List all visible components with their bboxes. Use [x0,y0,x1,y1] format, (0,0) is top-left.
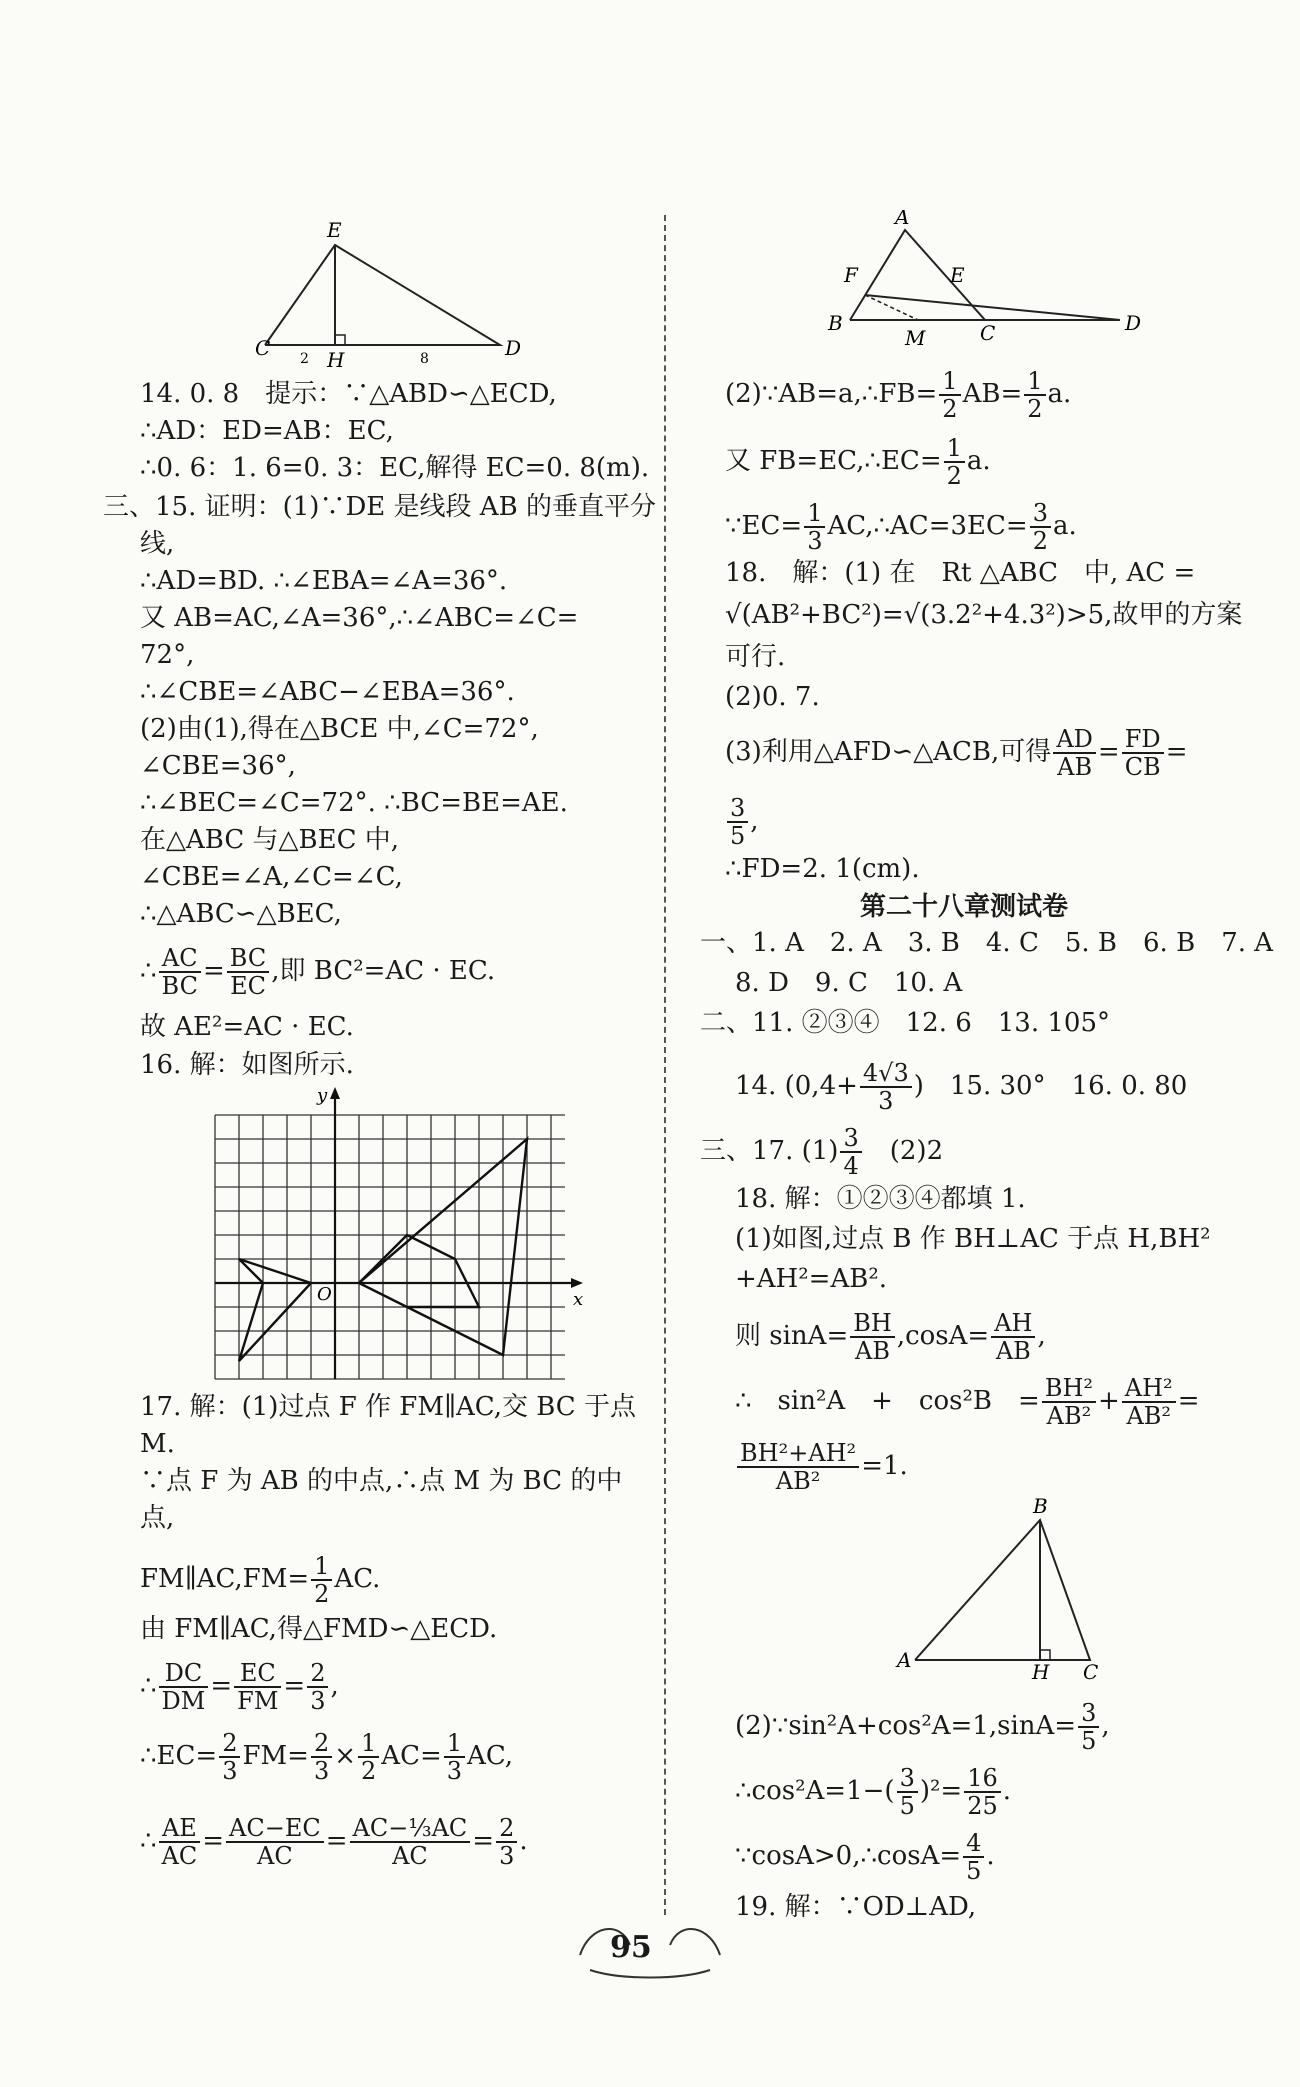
a13-line: 19. 解：∵OD⊥AD, [735,1892,977,1922]
triangle-ech-figure [255,215,535,370]
label-c2: C [980,321,996,345]
r5-line: (3)利用△AFD∽△ACB,可得 $\frac{AD}{AB}$ = $\frac{FD}{CB}$ = [725,725,1188,781]
a6-line3: +AH²=AB². [735,1264,888,1294]
r4-line1: 18. 解：(1) 在 Rt △ABC 中, AC = [725,558,1196,588]
section-title: 第二十八章测试卷 [860,892,1069,922]
triangle-abc-fed-figure [820,210,1150,350]
label-b2: B [1033,1495,1048,1518]
p17-similar-line: 由 FM∥AC,得△FMD∽△ECD. [140,1614,498,1644]
grid-origin-label: O [317,1284,332,1305]
p15-line10: 在△ABC 与△BEC 中, [140,825,400,855]
a8-line: ∴ sin²A + cos²B = $\frac{\text{BH²}}{\text{AB²}}$ + $\frac{\text{AH²}}{\text{AB²}}$ = [735,1374,1200,1430]
label-b: B [828,311,843,335]
label-a: A [895,210,910,229]
a10-line: (2)∵sin²A+cos²A=1,sinA= $\frac{3}{5}$ , [735,1699,1110,1755]
p17-line4: 点, [140,1503,175,1533]
p17-fm-line: FM∥AC,FM= $\frac{1}{2}$ AC. [140,1552,381,1608]
label-d2: D [1125,311,1142,335]
p15-line2: 线, [140,529,175,559]
answers-5: 三、17. (1) $\frac{3}{4}$ (2)2 [700,1124,944,1180]
grid-x-label: x [573,1289,584,1310]
p15-line11: ∠CBE=∠A,∠C=∠C, [140,862,403,892]
answers-2: 8. D 9. C 10. A [735,968,963,998]
label-m: M [905,326,926,350]
answers-1: 一、1. A 2. A 3. B 4. C 5. B 6. B 7. A [700,928,1274,958]
label-c3: C [1083,1660,1099,1680]
a11-line: ∴cos²A=1−( $\frac{3}{5}$ )²= $\frac{16}{25}$ . [735,1764,1012,1820]
column-divider [664,215,666,1915]
p15-fraction-line: ∴ $\frac{AC}{BC}$ = $\frac{BC}{EC}$ ,即 BC²=AC · EC. [140,944,496,1000]
a12-line: ∵cosA>0,∴cosA= $\frac{4}{5}$ . [735,1829,995,1885]
a7-line: 则 sinA= $\frac{BH}{AB}$ ,cosA= $\frac{AH}{AB}$ , [735,1309,1046,1365]
a6-line2: (1)如图,过点 B 作 BH⊥AC 于点 H,BH² [735,1224,1211,1254]
label-a2: A [897,1648,912,1672]
p17-line3: ∵点 F 为 AB 的中点,∴点 M 为 BC 的中 [140,1466,623,1496]
p14-line2: ∴AD：ED=AB：EC, [140,416,394,446]
label-h: H [327,348,345,370]
a9-line: $\frac{\text{BH²+AH²}}{\text{AB²}}$ =1. [735,1440,908,1494]
grid-y-label: y [317,1085,328,1106]
label-2: 2 [300,351,309,367]
label-e2: E [950,263,965,287]
r2-line: 又 FB=EC,∴EC= $\frac{1}{2}$ a. [725,434,991,490]
r7-line: ∴FD=2. 1(cm). [725,854,920,884]
answers-3: 二、11. ②③④ 12. 6 13. 105° [700,1008,1111,1038]
label-f: F [844,263,858,287]
r4-line3: 可行. [725,642,786,672]
label-h2: H [1032,1660,1050,1680]
p15-line6: ∴∠CBE=∠ABC−∠EBA=36°. [140,677,515,707]
r4-line4: (2)0. 7. [725,682,820,712]
p17-line1: 17. 解：(1)过点 F 作 FM∥AC,交 BC 于点 [140,1392,636,1422]
label-8: 8 [420,351,429,367]
r4-line2: √(AB²+BC²)=√(3.2²+4.3²)>5,故甲的方案 [725,600,1243,630]
p14-line3: ∴0. 6：1. 6=0. 3：EC,解得 EC=0. 8(m). [140,453,650,483]
r3-line: ∵EC= $\frac{1}{3}$ AC,∴AC=3EC= $\frac{3}{2}$ a. [725,499,1077,555]
p15-line8: ∠CBE=36°, [140,751,296,781]
label-c: C [255,336,271,360]
p14-line1: 14. 0. 8 提示：∵△ABD∽△ECD, [140,379,557,409]
label-d: D [505,336,522,360]
p15-line3: ∴AD=BD. ∴∠EBA=∠A=36°. [140,566,508,596]
p15-line7: (2)由(1),得在△BCE 中,∠C=72°, [140,714,539,744]
label-e: E [327,218,342,242]
p15-line5: 72°, [140,640,195,670]
p15-conclusion: 故 AE²=AC · EC. [140,1012,354,1042]
p17-line2: M. [140,1429,175,1459]
p15-line9: ∴∠BEC=∠C=72°. ∴BC=BE=AE. [140,788,568,818]
p17-ec-line: ∴EC= $\frac{2}{3}$ FM= $\frac{2}{3}$ × $\frac{1}{2}$ AC= $\frac{1}{3}$ AC, [140,1729,514,1785]
p17-ae-line: ∴ $\frac{AE}{AC}$ = $\frac{AC-EC}{AC}$ = $\frac{\text{AC−⅓AC}}{AC}$ = $\frac{2}{3}$ . [140,1814,528,1870]
page-number: 95 [610,1930,652,1965]
p15-line12: ∴△ABC∽△BEC, [140,899,342,929]
p17-ratio-line: ∴ $\frac{DC}{DM}$ = $\frac{EC}{FM}$ = $\frac{2}{3}$ , [140,1659,339,1715]
p16-line: 16. 解：如图所示. [140,1050,354,1080]
coordinate-grid-figure [205,1085,590,1385]
answers-4: 14. (0,4+ $\frac{4√3}{3}$ ) 15. 30° 16. 0. 80 [735,1059,1188,1115]
a6-line1: 18. 解：①②③④都填 1. [735,1184,1026,1214]
p15-line4: 又 AB=AC,∠A=36°,∴∠ABC=∠C= [140,603,579,633]
right-triangle-abhc-figure [895,1495,1115,1680]
p15-line1: 三、15. 证明：(1)∵DE 是线段 AB 的垂直平分 [103,492,656,522]
r6-line: $\frac{3}{5}$ , [725,795,759,849]
r1-line: (2)∵AB=a,∴FB= $\frac{1}{2}$ AB= $\frac{1}{2}$ a. [725,367,1072,423]
